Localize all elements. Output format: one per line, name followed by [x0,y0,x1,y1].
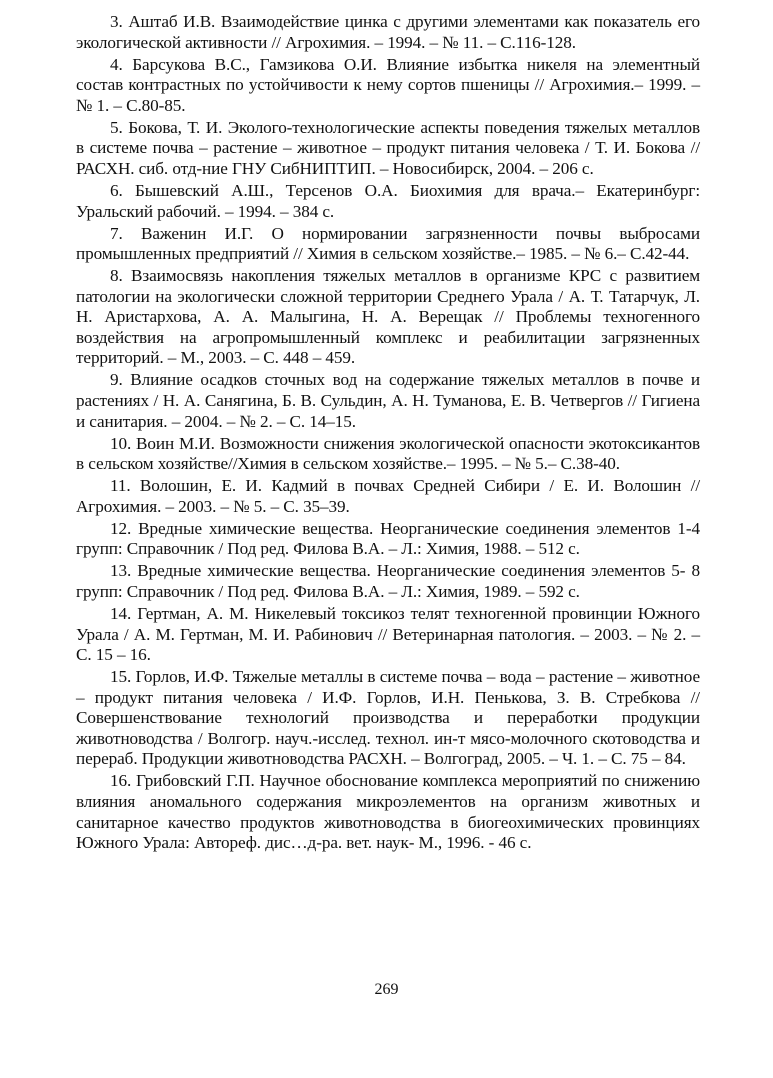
page-number: 269 [374,981,399,998]
reference-item: 16. Грибовский Г.П. Научное обоснование комплекса мероприятий по снижению влияния аномального содержания микроэлементов на организм животных и санитарное качество продуктов животноводства в биогеохимических провинциях Южного Урала: Автореф. дис…д-ра. вет. наук- М., 1996. - 46 с. [76,771,700,853]
reference-item: 7. Важенин И.Г. О нормировании загрязненности почвы выбросами промышленных предприятий // Химия в сельском хозяйстве.– 1985. – № 6.– С.42-44. [76,223,700,264]
reference-item: 3. Аштаб И.В. Взаимодействие цинка с другими элементами как показатель его экологической активности // Агрохимия. – 1994. – № 11. – С.116-128. [76,12,700,52]
reference-item: 12. Вредные химические вещества. Неорганические соединения элементов 1-4 групп: Справочник / Под ред. Филова В.А. – Л.: Химия, 1988. – 512 с. [76,518,700,559]
reference-item: 9. Влияние осадков сточных вод на содержание тяжелых металлов в почве и растениях / Н. А. Санягина, Б. В. Сульдин, А. Н. Туманова, Е. В. Четвергов // Гигиена и санитария. – 2004. – № 2. – С. 14–15. [76,370,700,431]
reference-item: 14. Гертман, А. М. Никелевый токсикоз телят техногенной провинции Южного Урала / А. М. Гертман, М. И. Рабинович // Ветеринарная патология. – 2003. – № 2. – С. 15 – 16. [76,603,700,665]
reference-item: 5. Бокова, Т. И. Эколого-технологические аспекты поведения тяжелых металлов в системе почва – растение – животное – продукт питания человека / Т. И. Бокова // РАСХН. сиб. отд-ние ГНУ СибНИПТИП. – Новосибирск, 2004. – 206 с. [76,117,700,178]
reference-item: 6. Бышевский А.Ш., Терсенов О.А. Биохимия для врача.– Екатеринбург: Уральский рабочий. – 1994. – 384 с. [76,180,700,221]
reference-item: 11. Волошин, Е. И. Кадмий в почвах Средней Сибири / Е. И. Волошин // Агрохимия. – 2003. – № 5. – С. 35–39. [76,476,700,516]
reference-item: 10. Воин М.И. Возможности снижения экологической опасности экотоксикантов в сельском хозяйстве//Химия в сельском хозяйстве.– 1995. – № 5.– С.38-40. [76,433,700,474]
reference-item: 4. Барсукова В.С., Гамзикова О.И. Влияние избытка никеля на элементный состав контрастных по устойчивости к нему сортов пшеницы // Агрохимия.– 1999. – № 1. – С.80-85. [76,54,700,115]
reference-item: 15. Горлов, И.Ф. Тяжелые металлы в системе почва – вода – растение – животное – продукт питания человека / И.Ф. Горлов, И.Н. Пенькова, З. В. Стребкова // Совершенствование технологий производства и переработки продукции животноводства / Волгогр. науч.-исслед. технол. ин-т мясо-молочного скотоводства и перераб. Продукции животноводства РАСХН. – Волгоград, 2005. – Ч. 1. – С. 75 – 84. [76,667,700,769]
reference-item: 8. Взаимосвязь накопления тяжелых металлов в организме КРС с развитием патологии на экологически сложной территории Среднего Урала / А. Т. Татарчук, Л. Н. Аристархова, А. А. Малыгина, Н. А. Верещак // Проблемы техногенного воздействия на агропромышленный комплекс и реабилитации загрязненных территорий. – М., 2003. – С. 448 – 459. [76,266,700,368]
reference-item: 13. Вредные химические вещества. Неорганические соединения элементов 5- 8 групп: Справочник / Под ред. Филова В.А. – Л.: Химия, 1989. – 592 с. [76,561,700,601]
reference-list [76,12,700,855]
